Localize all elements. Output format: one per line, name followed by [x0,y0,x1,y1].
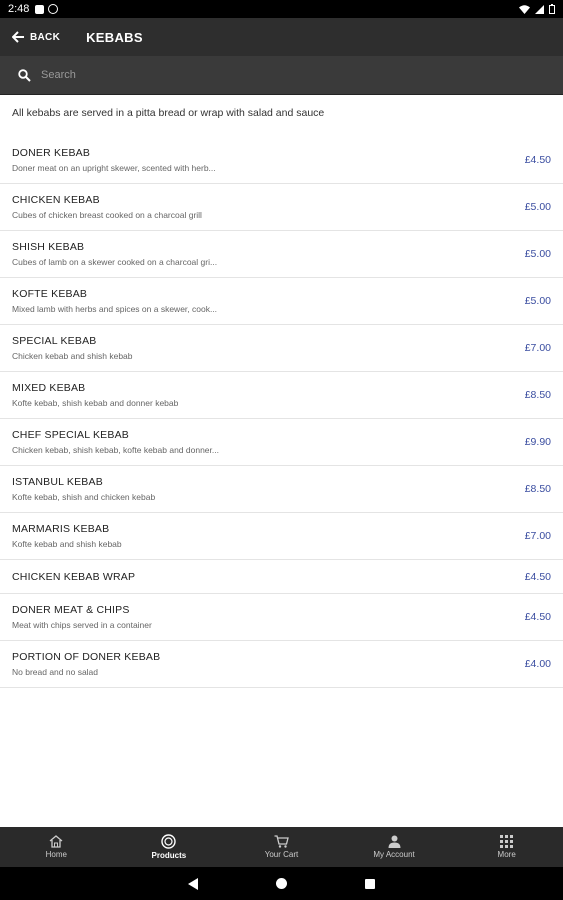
nav-home-label: Home [45,850,67,859]
item-price: £9.90 [524,436,551,448]
back-label: BACK [30,31,61,43]
nav-products-label: Products [151,851,187,860]
search-input[interactable] [41,61,563,89]
circle-home-icon [276,878,287,889]
notification-icon [35,5,44,14]
nav-cart[interactable] [225,827,338,867]
item-description: Chicken kebab and shish kebab [12,351,133,361]
nav-products[interactable] [113,827,226,867]
item-description: Kofte kebab, shish and chicken kebab [12,492,156,502]
item-price: £7.00 [524,342,551,354]
triangle-back-icon [188,878,198,890]
home-icon [49,835,63,848]
list-item[interactable] [0,419,563,466]
item-price: £5.00 [524,201,551,213]
system-nav-bar [0,867,563,900]
square-recents-icon [365,879,375,889]
item-price: £8.50 [524,483,551,495]
item-description: Cubes of lamb on a skewer cooked on a charcoal gri... [12,257,218,267]
app-bar [0,18,563,56]
system-home-button[interactable] [276,878,287,889]
nav-account-label: My Account [373,850,415,859]
nav-home[interactable] [0,827,113,867]
nav-more-label: More [497,850,516,859]
item-description: Doner meat on an upright skewer, scented with herb... [12,163,216,173]
list-item[interactable] [0,325,563,372]
item-price: £4.00 [524,658,551,670]
search-bar [0,56,563,95]
account-icon [388,835,401,848]
item-description: Meat with chips served in a container [12,620,152,630]
nav-account[interactable] [338,827,451,867]
back-button[interactable] [12,31,60,43]
item-description: Cubes of chicken breast cooked on a charcoal grill [12,210,202,220]
item-description: Mixed lamb with herbs and spices on a skewer, cook... [12,304,218,314]
product-list [0,137,563,688]
item-description: No bread and no salad [12,667,99,677]
list-item[interactable] [0,372,563,419]
list-item[interactable] [0,278,563,325]
item-name: ISTANBUL KEBAB [12,476,103,488]
item-name: MIXED KEBAB [12,382,86,394]
products-icon [161,834,176,849]
intro-text: All kebabs are served in a pitta bread or wrap with salad and sauce [12,107,325,119]
item-name: CHICKEN KEBAB [12,194,100,206]
sync-icon [48,4,58,14]
item-price: £4.50 [524,154,551,166]
item-name: SPECIAL KEBAB [12,335,97,347]
system-recents-button[interactable] [365,879,375,889]
item-description: Chicken kebab, shish kebab, kofte kebab and donner... [12,445,219,455]
list-item[interactable] [0,641,563,688]
list-item[interactable] [0,513,563,560]
search-icon [18,69,31,82]
item-name: MARMARIS KEBAB [12,523,110,535]
list-item[interactable] [0,231,563,278]
item-name: CHEF SPECIAL KEBAB [12,429,129,441]
item-name: PORTION OF DONER KEBAB [12,651,161,663]
item-price: £4.50 [524,570,551,583]
list-item[interactable] [0,137,563,184]
item-price: £5.00 [524,295,551,307]
item-name: DONER KEBAB [12,147,91,159]
wifi-icon [519,5,530,14]
system-back-button[interactable] [188,878,198,890]
item-name: DONER MEAT & CHIPS [12,604,130,616]
signal-icon [535,5,544,14]
item-name: CHICKEN KEBAB WRAP [12,570,136,583]
nav-cart-label: Your Cart [264,850,299,859]
item-price: £8.50 [524,389,551,401]
battery-icon [549,4,555,14]
list-item[interactable] [0,560,563,594]
list-item[interactable] [0,466,563,513]
item-name: SHISH KEBAB [12,241,85,253]
item-price: £5.00 [524,248,551,260]
item-description: Kofte kebab, shish kebab and donner kebab [12,398,179,408]
page-title: KEBABS [86,29,143,45]
item-name: KOFTE KEBAB [12,288,88,300]
status-bar [0,0,563,18]
item-price: £4.50 [524,611,551,623]
item-description: Kofte kebab and shish kebab [12,539,122,549]
status-time: 2:48 [8,3,30,15]
item-price: £7.00 [524,530,551,542]
arrow-left-icon [12,31,25,43]
cart-icon [274,835,289,848]
grid-icon [500,835,513,848]
nav-more[interactable] [450,827,563,867]
list-item[interactable] [0,594,563,641]
bottom-nav [0,827,563,867]
list-item[interactable] [0,184,563,231]
